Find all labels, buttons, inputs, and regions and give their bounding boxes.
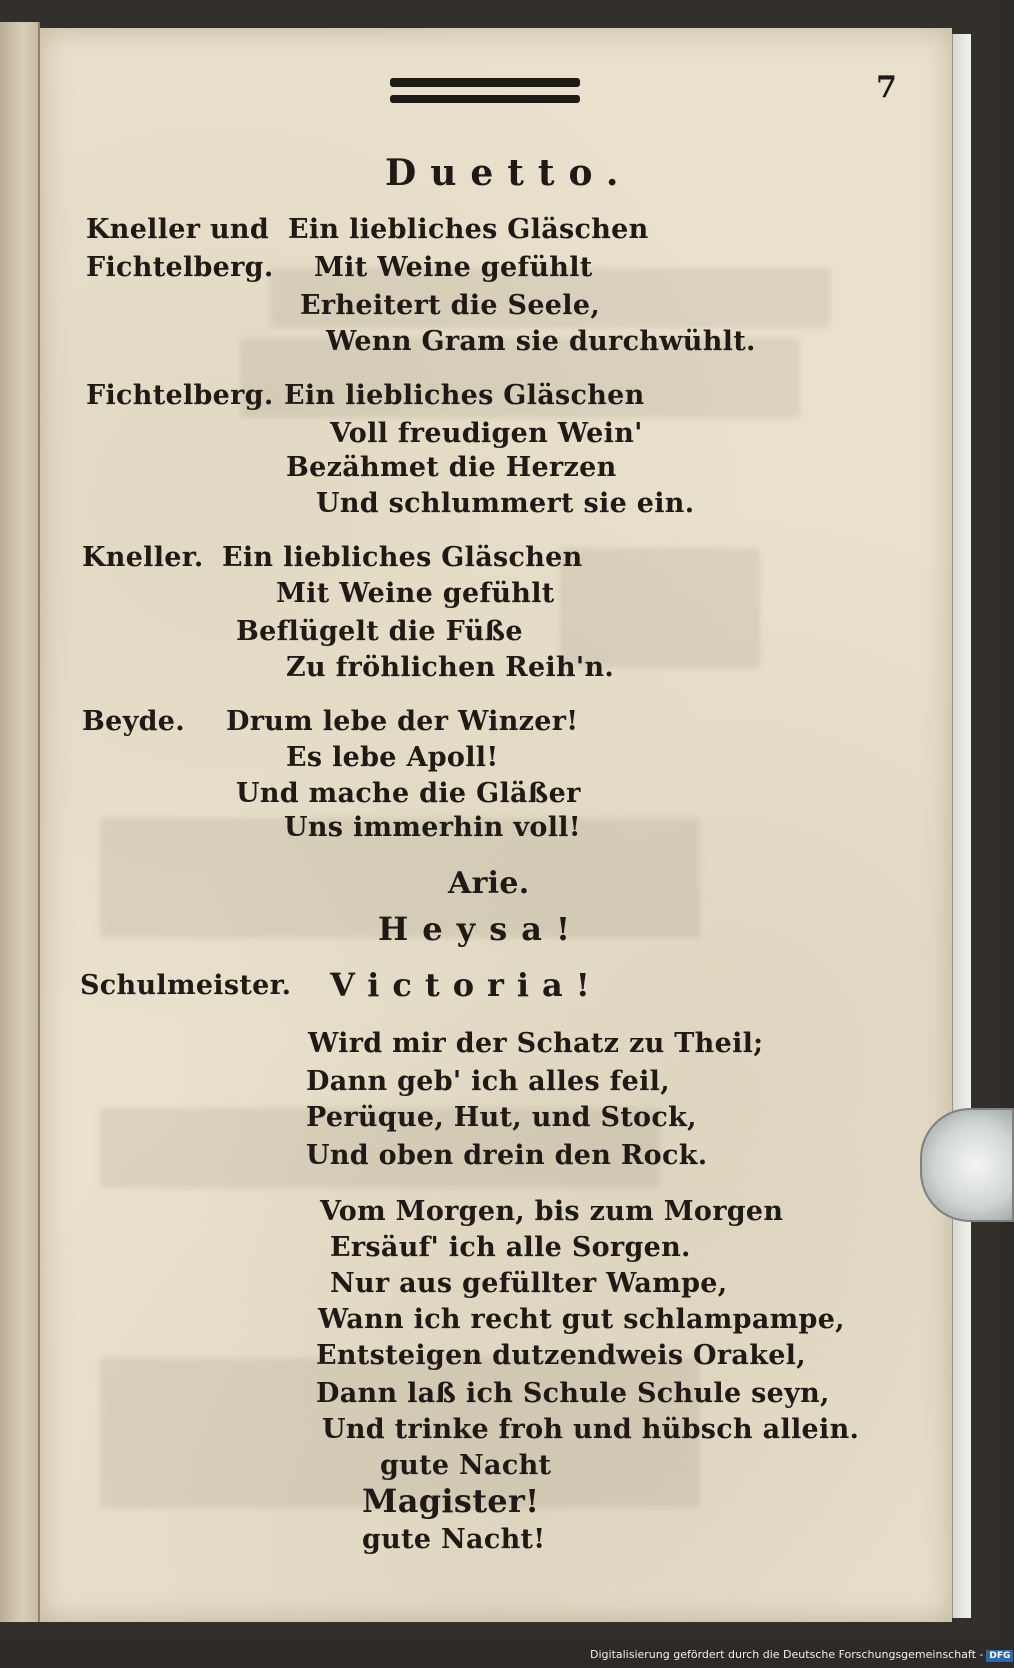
verse-line: Ein liebliches Gläschen bbox=[284, 380, 645, 411]
page-number: 7 bbox=[876, 70, 898, 105]
verse-line: Es lebe Apoll! bbox=[286, 742, 499, 773]
previous-page-edge bbox=[0, 22, 40, 1622]
verse-line: Perüque, Hut, und Stock, bbox=[306, 1102, 697, 1133]
speaker-label: Kneller und bbox=[86, 214, 270, 245]
verse-line: Wann ich recht gut schlampampe, bbox=[318, 1304, 845, 1335]
verse-line: Mit Weine gefühlt bbox=[276, 578, 555, 609]
verse-line: Beflügelt die Füße bbox=[236, 616, 523, 647]
speaker-label: Beyde. bbox=[82, 706, 185, 737]
bleed-through bbox=[560, 548, 760, 668]
verse-line: Erheitert die Seele, bbox=[300, 290, 601, 321]
verse-line: Dann laß ich Schule Schule seyn, bbox=[316, 1378, 830, 1409]
verse-line: Wenn Gram sie durchwühlt. bbox=[326, 326, 756, 357]
speaker-label: Schulmeister. bbox=[80, 970, 292, 1001]
page-edge bbox=[952, 34, 971, 1618]
speaker-label: Fichtelberg. bbox=[86, 380, 274, 411]
exclaim-victoria: Victoria! bbox=[330, 966, 603, 1004]
verse-line: Ein liebliches Gläschen bbox=[222, 542, 583, 573]
page-clip bbox=[920, 1108, 1014, 1222]
closing-line: gute Nacht! bbox=[362, 1524, 546, 1555]
closing-line: gute Nacht bbox=[380, 1450, 552, 1481]
closing-line: Magister! bbox=[362, 1482, 540, 1520]
verse-line: Wird mir der Schatz zu Theil; bbox=[308, 1028, 764, 1059]
verse-line: Entsteigen dutzendweis Orakel, bbox=[316, 1340, 806, 1371]
heading-arie: Arie. bbox=[448, 866, 530, 901]
top-rule bbox=[390, 78, 580, 87]
digitization-credit bbox=[590, 1648, 1011, 1662]
dfg-logo: DFG bbox=[986, 1650, 1013, 1662]
speaker-label: Kneller. bbox=[82, 542, 204, 573]
heading-duetto: Duetto. bbox=[385, 152, 633, 194]
verse-line: Dann geb' ich alles feil, bbox=[306, 1066, 670, 1097]
verse-line: Vom Morgen, bis zum Morgen bbox=[320, 1196, 784, 1227]
credit-text: Digitalisierung gefördert durch die Deutsche Forschungsgemeinschaft - bbox=[590, 1648, 984, 1661]
verse-line: Zu fröhlichen Reih'n. bbox=[286, 652, 615, 683]
verse-line: Voll freudigen Wein' bbox=[330, 418, 643, 449]
verse-line: Nur aus gefüllter Wampe, bbox=[330, 1268, 728, 1299]
verse-line: Und trinke froh und hübsch allein. bbox=[322, 1414, 860, 1445]
verse-line: Ersäuf' ich alle Sorgen. bbox=[330, 1232, 691, 1263]
speaker-label: Fichtelberg. bbox=[86, 252, 274, 283]
exclaim-heysa: Heysa! bbox=[378, 910, 584, 948]
verse-line: Bezähmet die Herzen bbox=[286, 452, 617, 483]
verse-line: Und oben drein den Rock. bbox=[306, 1140, 708, 1171]
verse-line: Drum lebe der Winzer! bbox=[226, 706, 579, 737]
verse-line: Uns immerhin voll! bbox=[284, 812, 581, 843]
verse-line: Mit Weine gefühlt bbox=[314, 252, 593, 283]
verse-line: Und mache die Gläßer bbox=[236, 778, 581, 809]
top-rule-lower bbox=[390, 95, 580, 103]
verse-line: Ein liebliches Gläschen bbox=[288, 214, 649, 245]
verse-line: Und schlummert sie ein. bbox=[316, 488, 695, 519]
